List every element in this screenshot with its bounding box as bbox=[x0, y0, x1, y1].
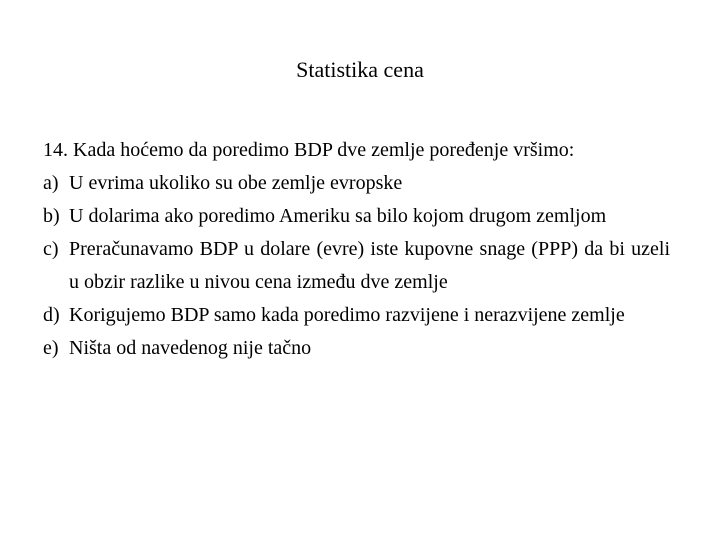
question-body: Kada hoćemo da poredimo BDP dve zemlje poređenje vršimo: bbox=[73, 139, 575, 161]
option-text: U dolarima ako poredimo Ameriku sa bilo kojom drugom zemljom bbox=[69, 205, 607, 227]
question-text bbox=[43, 134, 670, 167]
option-label: a) bbox=[43, 172, 59, 194]
option-label: c) bbox=[43, 238, 59, 260]
question-block bbox=[43, 134, 670, 365]
option-e bbox=[43, 332, 670, 365]
option-label: b) bbox=[43, 205, 60, 227]
question-number: 14. bbox=[43, 139, 68, 161]
option-c bbox=[43, 233, 670, 299]
option-a bbox=[43, 167, 670, 200]
option-label: e) bbox=[43, 337, 59, 359]
option-text: Ništa od navedenog nije tačno bbox=[69, 337, 312, 359]
option-label: d) bbox=[43, 304, 60, 326]
option-text: Korigujemo BDP samo kada poredimo razvijene i nerazvijene zemlje bbox=[69, 304, 625, 326]
slide-title-text: Statistika cena bbox=[296, 57, 424, 82]
option-b bbox=[43, 200, 670, 233]
slide-title bbox=[0, 55, 720, 85]
option-d bbox=[43, 299, 670, 332]
option-text: U evrima ukoliko su obe zemlje evropske bbox=[69, 172, 403, 194]
option-text: Preračunavamo BDP u dolare (evre) iste kupovne snage (PPP) da bi uzeli u obzir razlike u nivou cena između dve zemlje bbox=[69, 238, 670, 293]
